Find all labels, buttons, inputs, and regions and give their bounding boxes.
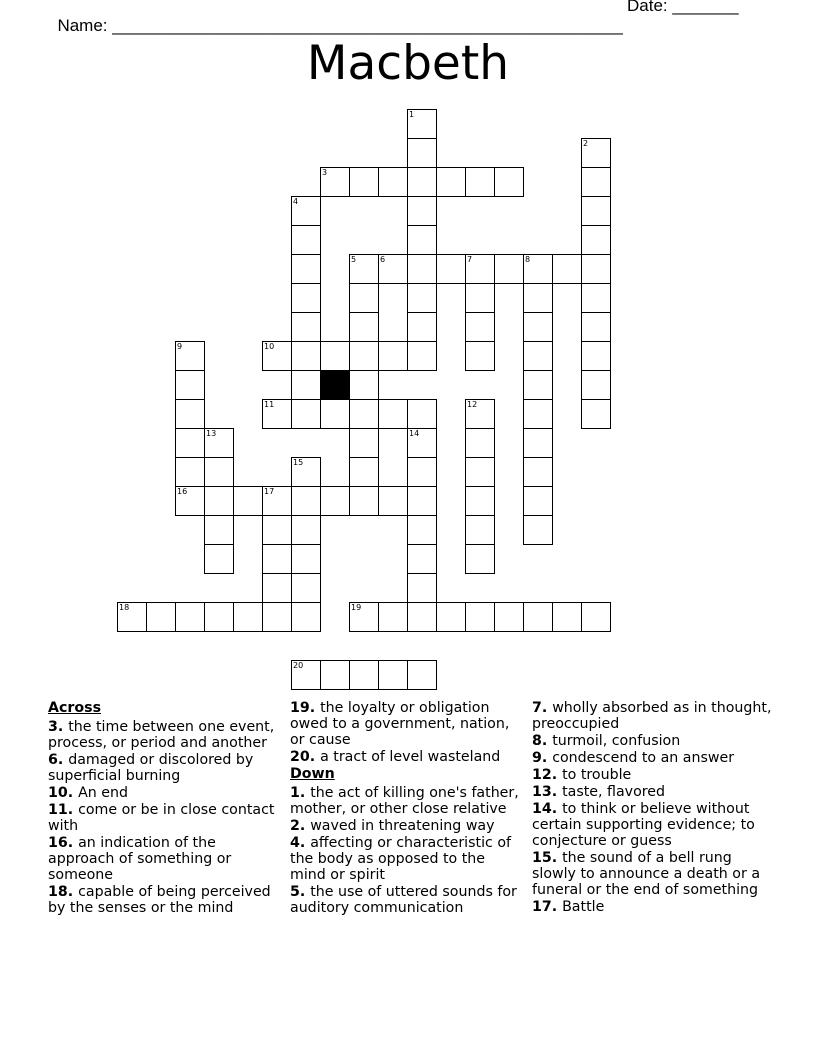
crossword-cell[interactable] — [204, 515, 234, 545]
clue-item — [532, 733, 772, 749]
clue-item — [532, 801, 772, 849]
clue-number-label: 14. — [532, 801, 563, 817]
crossword-cell[interactable] — [175, 457, 205, 487]
crossword-cell[interactable] — [436, 254, 466, 284]
crossword-cell[interactable] — [465, 544, 495, 574]
clue-item — [290, 818, 522, 834]
crossword-cell[interactable] — [407, 602, 437, 632]
clue-text: to think or believe without certain supporting evidence; to conjecture or guess — [532, 801, 755, 849]
crossword-cell[interactable] — [233, 486, 263, 516]
crossword-cell[interactable] — [291, 515, 321, 545]
clue-text: damaged or discolored by superficial burning — [48, 752, 254, 784]
crossword-cell[interactable] — [407, 399, 437, 429]
clue-text: the loyalty or obligation owed to a government, nation, or cause — [290, 700, 510, 748]
crossword-cell[interactable] — [378, 602, 408, 632]
clue-item — [48, 884, 276, 916]
clue-number-label: 4. — [290, 835, 311, 851]
crossword-cell[interactable] — [465, 312, 495, 342]
crossword-cell[interactable] — [465, 457, 495, 487]
crossword-cell[interactable] — [291, 341, 321, 371]
crossword-cell[interactable] — [117, 602, 147, 632]
crossword-cell[interactable] — [349, 486, 379, 516]
clue-number: 17 — [264, 487, 275, 496]
crossword-cell[interactable] — [465, 602, 495, 632]
clue-item — [532, 700, 772, 732]
clue-number: 9 — [177, 342, 183, 351]
clue-number: 20 — [293, 661, 304, 670]
date-field-label[interactable]: Date: _______ — [627, 0, 739, 15]
crossword-cell[interactable] — [436, 602, 466, 632]
crossword-cell[interactable] — [407, 196, 437, 226]
clue-number-label: 18. — [48, 884, 79, 900]
clue-number-label: 19. — [290, 700, 321, 716]
clue-number-label: 9. — [532, 750, 553, 766]
crossword-cell[interactable] — [523, 312, 553, 342]
clue-text: come or be in close contact with — [48, 802, 275, 834]
crossword-cell[interactable] — [291, 573, 321, 603]
clue-number-label: 13. — [532, 784, 563, 800]
crossword-cell[interactable] — [465, 283, 495, 313]
clue-number: 6 — [380, 255, 386, 264]
clue-item — [290, 700, 522, 748]
crossword-cell[interactable] — [407, 341, 437, 371]
crossword-cell[interactable] — [465, 167, 495, 197]
clue-item — [48, 835, 276, 883]
crossword-cell[interactable] — [407, 225, 437, 255]
clue-number: 15 — [293, 458, 304, 467]
clue-text: to trouble — [562, 767, 632, 783]
clue-number: 14 — [409, 429, 420, 438]
clue-number: 2 — [583, 139, 589, 148]
crossword-cell[interactable] — [175, 341, 205, 371]
clue-number: 8 — [525, 255, 531, 264]
crossword-cell[interactable] — [407, 486, 437, 516]
crossword-cell[interactable] — [581, 138, 611, 168]
clue-text: the act of killing one's father, mother, or other close relative — [290, 785, 519, 817]
crossword-cell[interactable] — [262, 399, 292, 429]
crossword-cell[interactable] — [204, 486, 234, 516]
crossword-cell[interactable] — [523, 457, 553, 487]
clue-number: 4 — [293, 197, 299, 206]
clue-text: the sound of a bell rung slowly to announce a death or a funeral or the end of something — [532, 850, 761, 898]
crossword-cell[interactable] — [378, 254, 408, 284]
clue-number-label: 5. — [290, 884, 311, 900]
clue-text: capable of being perceived by the senses or the mind — [48, 884, 271, 916]
crossword-cell[interactable] — [291, 399, 321, 429]
crossword-cell[interactable] — [407, 138, 437, 168]
down-heading: Down — [290, 766, 335, 782]
clue-number-label: 6. — [48, 752, 69, 768]
clue-number-label: 3. — [48, 719, 69, 735]
clue-number-label: 12. — [532, 767, 563, 783]
across-heading: Across — [48, 700, 102, 716]
name-field-label[interactable]: Name: ______________________________________________________ — [57, 16, 623, 35]
crossword-cell[interactable] — [378, 660, 408, 690]
clue-text: turmoil, confusion — [552, 733, 681, 749]
crossword-cell[interactable] — [523, 341, 553, 371]
crossword-cell[interactable] — [262, 515, 292, 545]
crossword-cell[interactable] — [204, 428, 234, 458]
clue-item — [48, 802, 276, 834]
crossword-cell[interactable] — [204, 544, 234, 574]
clue-number: 3 — [322, 168, 328, 177]
crossword-cell[interactable] — [465, 515, 495, 545]
crossword-cell[interactable] — [407, 254, 437, 284]
crossword-cell[interactable] — [349, 254, 379, 284]
clue-number: 10 — [264, 342, 275, 351]
across-clue-list-continued — [290, 700, 522, 765]
clue-text: Battle — [562, 899, 605, 915]
clue-number-label: 1. — [290, 785, 311, 801]
crossword-cell[interactable] — [204, 457, 234, 487]
clue-text: wholly absorbed as in thought, preoccupied — [532, 700, 772, 732]
crossword-cell[interactable] — [204, 602, 234, 632]
crossword-cell[interactable] — [378, 399, 408, 429]
crossword-cell[interactable] — [407, 167, 437, 197]
crossword-cell[interactable] — [291, 486, 321, 516]
crossword-cell[interactable] — [407, 457, 437, 487]
clues-column-3 — [532, 700, 772, 916]
crossword-cell[interactable] — [320, 167, 350, 197]
crossword-cell[interactable] — [407, 515, 437, 545]
crossword-cell[interactable] — [581, 312, 611, 342]
crossword-cell[interactable] — [262, 602, 292, 632]
crossword-cell[interactable] — [262, 486, 292, 516]
crossword-cell[interactable] — [146, 602, 176, 632]
clue-text: the time between one event, process, or period and another — [48, 719, 275, 751]
crossword-cell[interactable] — [465, 254, 495, 284]
crossword-cell[interactable] — [407, 428, 437, 458]
crossword-cell[interactable] — [291, 602, 321, 632]
clue-text: a tract of level wasteland — [320, 749, 501, 765]
crossword-cell[interactable] — [320, 399, 350, 429]
crossword-cell[interactable] — [494, 602, 524, 632]
crossword-cell[interactable] — [581, 341, 611, 371]
crossword-cell[interactable] — [175, 428, 205, 458]
crossword-cell[interactable] — [349, 602, 379, 632]
crossword-block-cell — [320, 370, 350, 400]
clue-number-label: 11. — [48, 802, 79, 818]
clue-number: 16 — [177, 487, 188, 496]
crossword-cell[interactable] — [523, 428, 553, 458]
across-clue-list — [48, 719, 276, 916]
clue-number: 1 — [409, 110, 415, 119]
clue-number-label: 8. — [532, 733, 553, 749]
crossword-cell[interactable] — [523, 486, 553, 516]
crossword-cell[interactable] — [233, 602, 263, 632]
clue-number-label: 15. — [532, 850, 563, 866]
clue-number-label: 17. — [532, 899, 563, 915]
crossword-cell[interactable] — [581, 399, 611, 429]
crossword-cell[interactable] — [262, 544, 292, 574]
crossword-cell[interactable] — [175, 399, 205, 429]
crossword-cell[interactable] — [291, 370, 321, 400]
crossword-cell[interactable] — [349, 341, 379, 371]
crossword-cell[interactable] — [523, 254, 553, 284]
crossword-cell[interactable] — [349, 312, 379, 342]
crossword-cell[interactable] — [349, 283, 379, 313]
clue-number: 12 — [467, 400, 478, 409]
crossword-cell[interactable] — [291, 196, 321, 226]
clue-item — [290, 884, 522, 916]
crossword-cell[interactable] — [291, 312, 321, 342]
crossword-cell[interactable] — [523, 602, 553, 632]
down-clue-list-continued — [532, 700, 772, 915]
crossword-cell[interactable] — [349, 457, 379, 487]
clue-item — [48, 752, 276, 784]
crossword-cell[interactable] — [291, 457, 321, 487]
clue-number: 7 — [467, 255, 473, 264]
crossword-cell[interactable] — [407, 573, 437, 603]
crossword-cell[interactable] — [349, 660, 379, 690]
clues-column-2 — [290, 700, 522, 917]
clue-number: 13 — [206, 429, 217, 438]
crossword-cell[interactable] — [262, 341, 292, 371]
crossword-cell[interactable] — [552, 602, 582, 632]
clue-item — [48, 785, 276, 801]
crossword-cell[interactable] — [349, 167, 379, 197]
clue-text: taste, flavored — [562, 784, 665, 800]
crossword-cell[interactable] — [552, 254, 582, 284]
crossword-cell[interactable] — [581, 283, 611, 313]
clue-number: 19 — [351, 603, 362, 612]
crossword-cell[interactable] — [349, 370, 379, 400]
clues-column-1 — [48, 700, 276, 917]
clue-number-label: 7. — [532, 700, 553, 716]
crossword-cell[interactable] — [465, 399, 495, 429]
crossword-cell[interactable] — [494, 167, 524, 197]
clue-number-label: 20. — [290, 749, 321, 765]
crossword-cell[interactable] — [581, 225, 611, 255]
crossword-cell[interactable] — [581, 167, 611, 197]
clue-item — [532, 750, 772, 766]
clue-item — [290, 749, 522, 765]
crossword-cell[interactable] — [436, 167, 466, 197]
crossword-cell[interactable] — [465, 486, 495, 516]
clue-item — [290, 785, 522, 817]
crossword-cell[interactable] — [349, 428, 379, 458]
crossword-cell[interactable] — [262, 573, 292, 603]
crossword-cell[interactable] — [581, 196, 611, 226]
clue-item — [290, 835, 522, 883]
crossword-cell[interactable] — [581, 602, 611, 632]
crossword-cell[interactable] — [581, 254, 611, 284]
clue-item — [48, 719, 276, 751]
clue-item — [532, 899, 772, 915]
crossword-cell[interactable] — [523, 283, 553, 313]
crossword-cell[interactable] — [175, 370, 205, 400]
crossword-cell[interactable] — [291, 283, 321, 313]
crossword-cell[interactable] — [378, 341, 408, 371]
crossword-cell[interactable] — [378, 167, 408, 197]
crossword-cell[interactable] — [291, 225, 321, 255]
clue-text: waved in threatening way — [310, 818, 495, 834]
crossword-cell[interactable] — [581, 370, 611, 400]
clue-number-label: 16. — [48, 835, 79, 851]
crossword-cell[interactable] — [291, 660, 321, 690]
crossword-cell[interactable] — [320, 660, 350, 690]
clue-item — [532, 850, 772, 898]
clue-text: condescend to an answer — [552, 750, 735, 766]
clue-item — [532, 767, 772, 783]
crossword-cell[interactable] — [465, 341, 495, 371]
page-title: Macbeth — [306, 36, 510, 91]
clue-number: 11 — [264, 400, 275, 409]
clue-number: 18 — [119, 603, 130, 612]
clue-text: affecting or characteristic of the body as opposed to the mind or spirit — [290, 835, 511, 883]
crossword-cell[interactable] — [407, 283, 437, 313]
crossword-cell[interactable] — [523, 370, 553, 400]
crossword-cell[interactable] — [407, 660, 437, 690]
down-clue-list — [290, 785, 522, 916]
clue-item — [532, 784, 772, 800]
clue-number: 5 — [351, 255, 357, 264]
clue-number-label: 10. — [48, 785, 79, 801]
crossword-cell[interactable] — [291, 544, 321, 574]
crossword-cell[interactable] — [349, 399, 379, 429]
crossword-cell[interactable] — [407, 109, 437, 139]
crossword-cell[interactable] — [407, 312, 437, 342]
clue-number-label: 2. — [290, 818, 311, 834]
clue-text: an indication of the approach of something or someone — [48, 835, 232, 883]
crossword-cell[interactable] — [523, 515, 553, 545]
crossword-cell[interactable] — [291, 254, 321, 284]
crossword-cell[interactable] — [378, 486, 408, 516]
crossword-cell[interactable] — [465, 428, 495, 458]
crossword-cell[interactable] — [175, 602, 205, 632]
crossword-cell[interactable] — [494, 254, 524, 284]
clue-text: the use of uttered sounds for auditory communication — [290, 884, 517, 916]
crossword-cell[interactable] — [523, 399, 553, 429]
crossword-cell[interactable] — [320, 341, 350, 371]
crossword-cell[interactable] — [175, 486, 205, 516]
crossword-cell[interactable] — [407, 544, 437, 574]
crossword-cell[interactable] — [320, 486, 350, 516]
clue-text: An end — [78, 785, 129, 801]
